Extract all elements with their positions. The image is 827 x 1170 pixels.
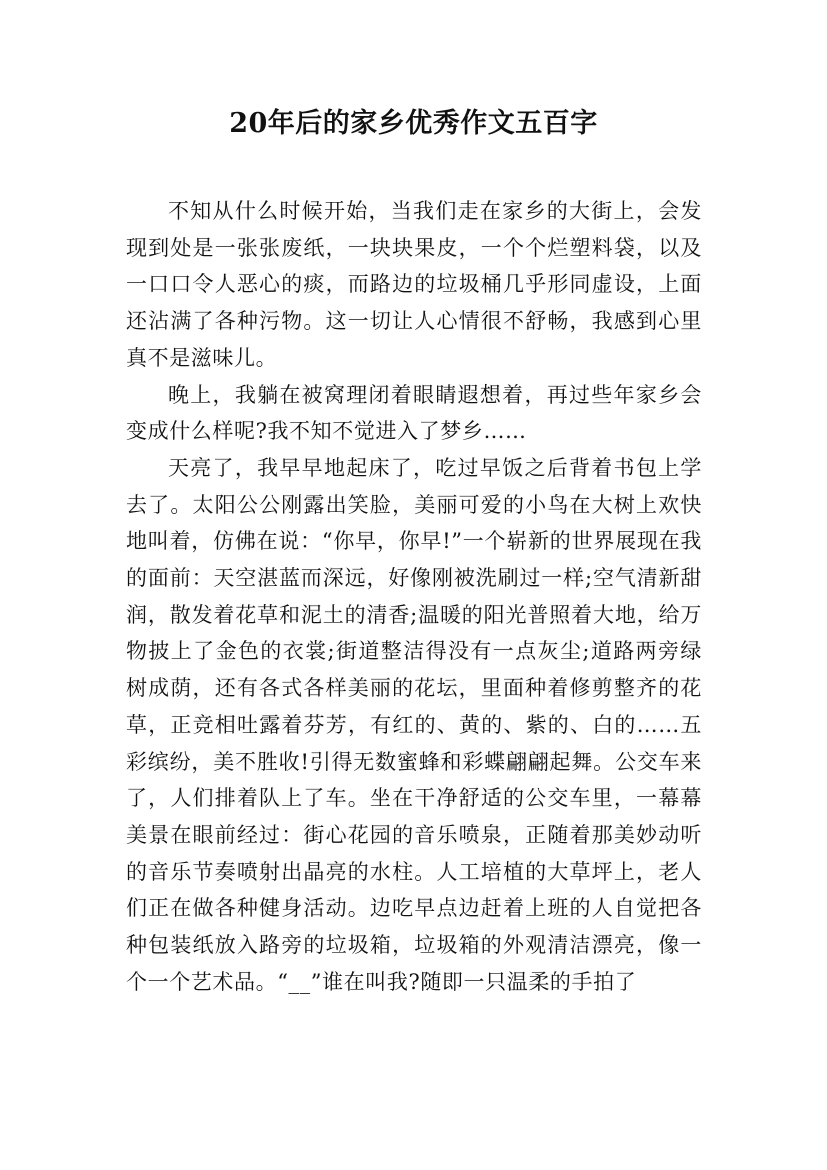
document-body (126, 193, 702, 1000)
paragraph-2: 晚上，我躺在被窝理闭着眼睛遐想着，再过些年家乡会变成什么样呢?我不知不觉进入了梦乡…… (126, 382, 702, 444)
paragraph-1: 不知从什么时候开始，当我们走在家乡的大街上，会发现到处是一张张废纸，一块块果皮，一个个烂塑料袋，以及一口口令人恶心的痰，而路边的垃圾桶几乎形同虚设，上面还沾满了各种污物。这一切让人心情很不舒畅，我感到心里真不是滋味儿。 (126, 199, 702, 370)
document-title: 20年后的家乡优秀作文五百字 (229, 108, 598, 139)
paragraph-3: 天亮了，我早早地起床了，吃过早饭之后背着书包上学去了。太阳公公刚露出笑脸，美丽可爱的小鸟在大树上欢快地叫着，仿佛在说：“你早，你早!”一个崭新的世界展现在我的面前：天空湛蓝而深远，好像刚被洗刷过一样;空气清新甜润，散发着花草和泥土的清香;温暖的阳光普照着大地，给万物披上了金色的衣裳;街道整洁得没有一点灰尘;道路两旁绿树成荫，还有各式各样美丽的花坛，里面种着修剪整齐的花草，正竞相吐露着芬芳，有红的、黄的、紫的、白的……五彩缤纷，美不胜收!引得无数蜜蜂和彩蝶翩翩起舞。公交车来了，人们排着队上了车。坐在干净舒适的公交车里，一幕幕美景在眼前经过：街心花园的音乐喷泉，正随着那美妙动听的音乐节奏喷射出晶亮的水柱。人工培植的大草坪上，老人们正在做各种健身活动。边吃早点边赶着上班的人自觉把各种包装纸放入路旁的垃圾箱，垃圾箱的外观清洁漂亮，像一个一个艺术品。“__”谁在叫我?随即一只温柔的手拍了 (126, 455, 702, 994)
